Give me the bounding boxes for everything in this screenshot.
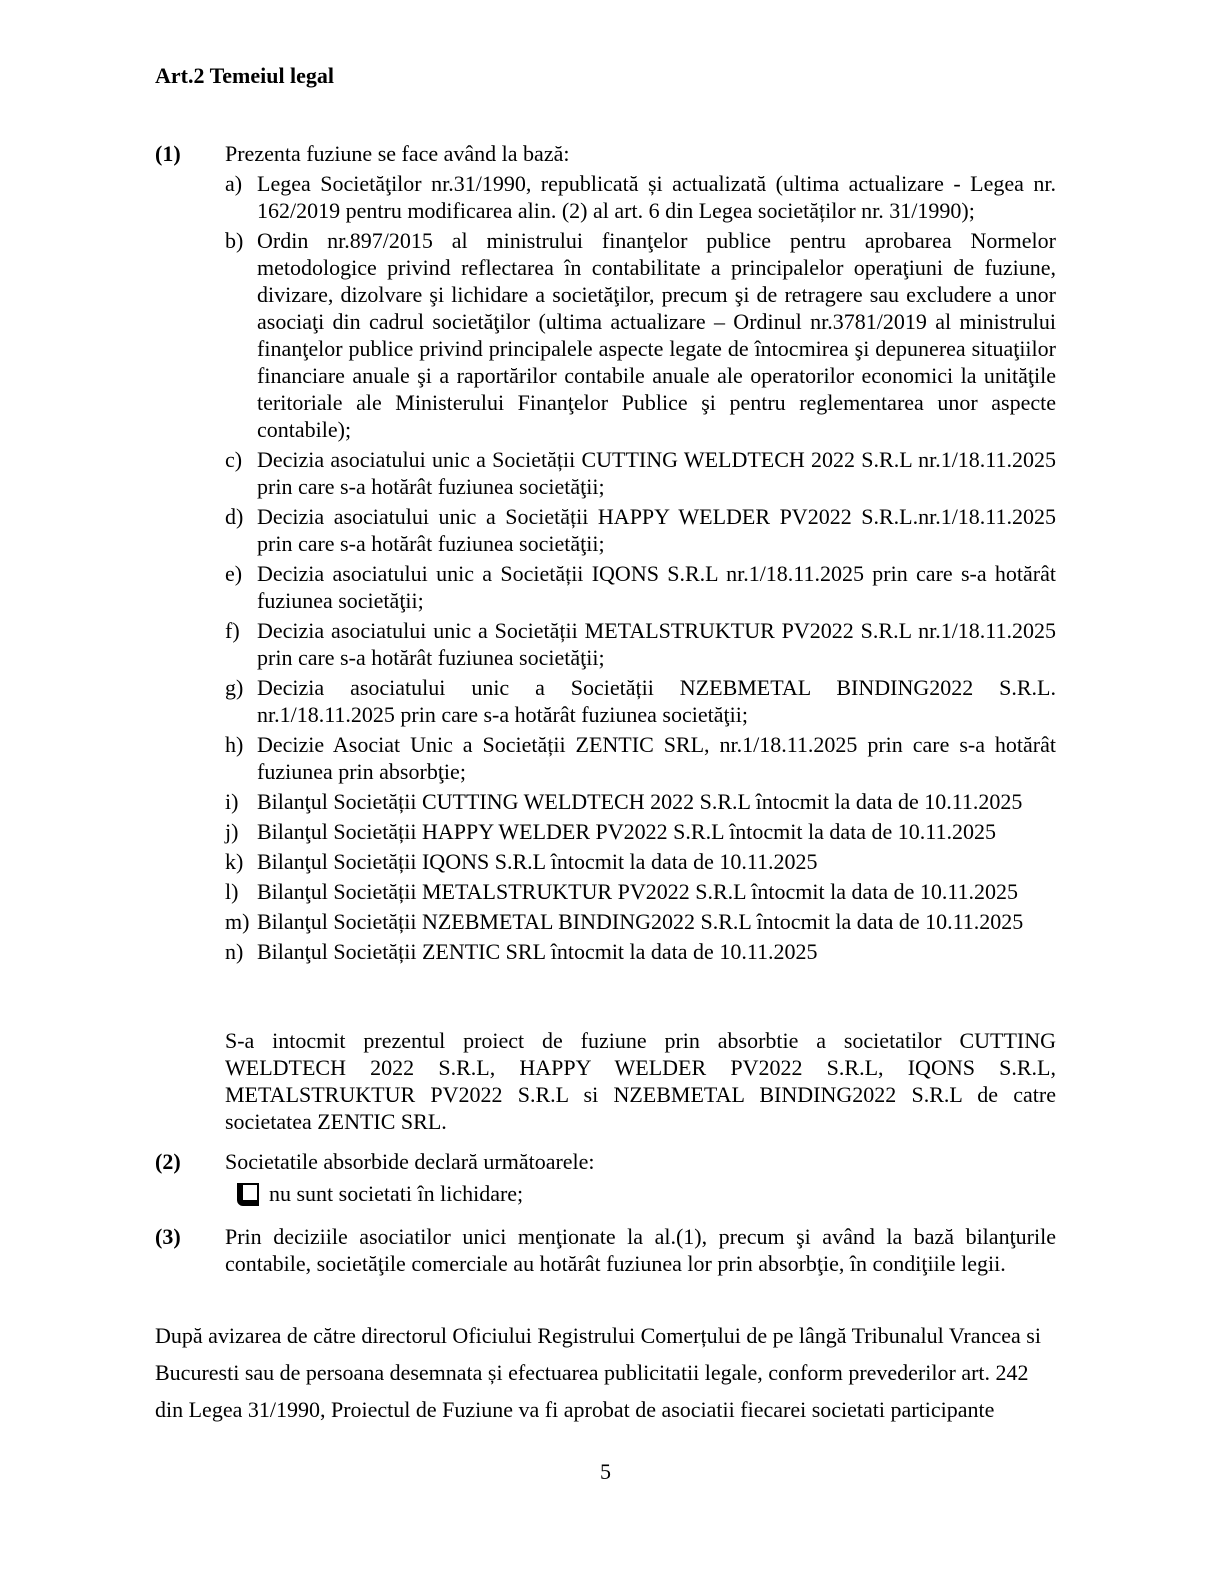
list-item-text: Legea Societăţilor nr.31/1990, republicată și actualizată (ultima actualizare - Legea nr. 162/2019 pentru modificarea alin. (2) al art. 6 din Legea societăților nr. 31/1990); — [257, 171, 1056, 223]
clause-3-text: Prin deciziile asociatilor unici menţionate la al.(1), precum şi având la bază bilanţurile contabile, societăţile comerciale au hotărât fuziunea lor prin absorbţie, în condiţiile legii. — [225, 1224, 1056, 1276]
clause-2-number: (2) — [155, 1149, 181, 1174]
list-item-text: Decizie Asociat Unic a Societății ZENTIC SRL, nr.1/18.11.2025 prin care s-a hotărât fuziunea prin absorbţie; — [257, 732, 1056, 784]
list-item-text: Ordin nr.897/2015 al ministrului finanţelor publice pentru aprobarea Normelor metodologice privind reflectarea în contabilitate a principalelor operaţiuni de fuziune, divizare, dizolvare şi lichidare a societăţilor, precum şi de retragere sau excludere a unor asociaţi din cadrul societăţilor (ultima actualizare – Ordinul nr.3781/2019 al ministrului finanţelor publice privind principalele aspecte legate de întocmirea şi depunerea situaţiilor financiare anuale şi a raportărilor contabile anuale ale operatorilor economici la unităţile teritoriale ale Ministerului Finanţelor Publice şi pentru reglementarea unor aspecte contabile); — [257, 228, 1056, 442]
list-item-marker: g) — [225, 675, 244, 700]
list-item-text: Bilanţul Societății IQONS S.R.L întocmit la data de 10.11.2025 — [257, 849, 818, 874]
list-item — [225, 227, 1056, 443]
declaration-checkbox-label: nu sunt societati în lichidare; — [269, 1181, 524, 1206]
list-item-marker: c) — [225, 447, 243, 472]
legal-basis-list — [155, 170, 1056, 965]
list-item-marker: h) — [225, 732, 244, 757]
list-item-text: Bilanţul Societății CUTTING WELDTECH 2022 S.R.L întocmit la data de 10.11.2025 — [257, 789, 1023, 814]
list-item — [225, 503, 1056, 557]
list-item-text: Decizia asociatului unic a Societății CUTTING WELDTECH 2022 S.R.L nr.1/18.11.2025 prin care s-a hotărât fuziunea societăţii; — [257, 447, 1056, 499]
list-item-marker: e) — [225, 561, 243, 586]
clause-1 — [155, 140, 1056, 167]
list-item — [225, 560, 1056, 614]
list-item-marker: m) — [225, 909, 250, 934]
list-item-marker: n) — [225, 939, 244, 964]
list-item — [225, 617, 1056, 671]
page-number: 5 — [600, 1459, 611, 1484]
list-item-marker: k) — [225, 849, 244, 874]
list-item-marker: l) — [225, 879, 239, 904]
list-item-marker: i) — [225, 789, 239, 814]
clause-2-text: Societatile absorbide declară următoarele: — [225, 1149, 595, 1174]
list-item-marker: f) — [225, 618, 240, 643]
list-item — [225, 938, 1056, 965]
list-item-marker: a) — [225, 171, 243, 196]
shadowed-square-checkbox-icon — [237, 1183, 259, 1206]
list-item — [225, 446, 1056, 500]
list-item-text: Decizia asociatului unic a Societății IQONS S.R.L nr.1/18.11.2025 prin care s-a hotărât fuziunea societăţii; — [257, 561, 1056, 613]
list-item — [225, 848, 1056, 875]
list-item — [225, 170, 1056, 224]
list-item-marker: j) — [225, 819, 239, 844]
list-item — [225, 731, 1056, 785]
list-item-text: Decizia asociatului unic a Societății METALSTRUKTUR PV2022 S.R.L nr.1/18.11.2025 prin care s-a hotărât fuziunea societăţii; — [257, 618, 1056, 670]
list-item-text: Decizia asociatului unic a Societății HAPPY WELDER PV2022 S.R.L.nr.1/18.11.2025 prin care s-a hotărât fuziunea societăţii; — [257, 504, 1056, 556]
clause-3-number: (3) — [155, 1224, 181, 1249]
list-item-text: Bilanţul Societății METALSTRUKTUR PV2022 S.R.L întocmit la data de 10.11.2025 — [257, 879, 1019, 904]
merger-summary-paragraph: S-a intocmit prezentul proiect de fuziune prin absorbtie a societatilor CUTTING WELDTECH 2022 S.R.L, HAPPY WELDER PV2022 S.R.L, IQONS S.R.L, METALSTRUKTUR PV2022 S.R.L si NZEBMETAL BINDING2022 S.R.L de catre societatea ZENTIC SRL. — [225, 1028, 1056, 1134]
list-item-text: Bilanţul Societății HAPPY WELDER PV2022 S.R.L întocmit la data de 10.11.2025 — [257, 819, 996, 844]
list-item-text: Bilanţul Societății NZEBMETAL BINDING2022 S.R.L întocmit la data de 10.11.2025 — [257, 909, 1024, 934]
list-item — [225, 818, 1056, 845]
closing-paragraph: După avizarea de către directorul Oficiului Registrului Comerțului de pe lângă Tribunalul Vrancea si Bucuresti sau de persoana desemnata și efectuarea publicitatii legale, conform prevederilor art. 242 din Legea 31/1990, Proiectul de Fuziune va fi aprobat de asociatii fiecarei societati participante — [155, 1323, 1041, 1422]
list-item — [225, 908, 1056, 935]
clause-2 — [155, 1148, 1056, 1175]
clause-1-number: (1) — [155, 141, 181, 166]
clause-1-text: Prezenta fuziune se face având la bază: — [225, 141, 570, 166]
list-item-text: Bilanţul Societății ZENTIC SRL întocmit la data de 10.11.2025 — [257, 939, 818, 964]
list-item-marker: b) — [225, 228, 244, 253]
section-title: Art.2 Temeiul legal — [155, 63, 335, 88]
list-item — [225, 878, 1056, 905]
declaration-checkbox-line — [237, 1180, 1056, 1207]
list-item-marker: d) — [225, 504, 244, 529]
list-item — [225, 788, 1056, 815]
clause-3 — [155, 1223, 1056, 1277]
list-item-text: Decizia asociatului unic a Societății NZEBMETAL BINDING2022 S.R.L. nr.1/18.11.2025 prin care s-a hotărât fuziunea societăţii; — [257, 675, 1056, 727]
list-item — [225, 674, 1056, 728]
